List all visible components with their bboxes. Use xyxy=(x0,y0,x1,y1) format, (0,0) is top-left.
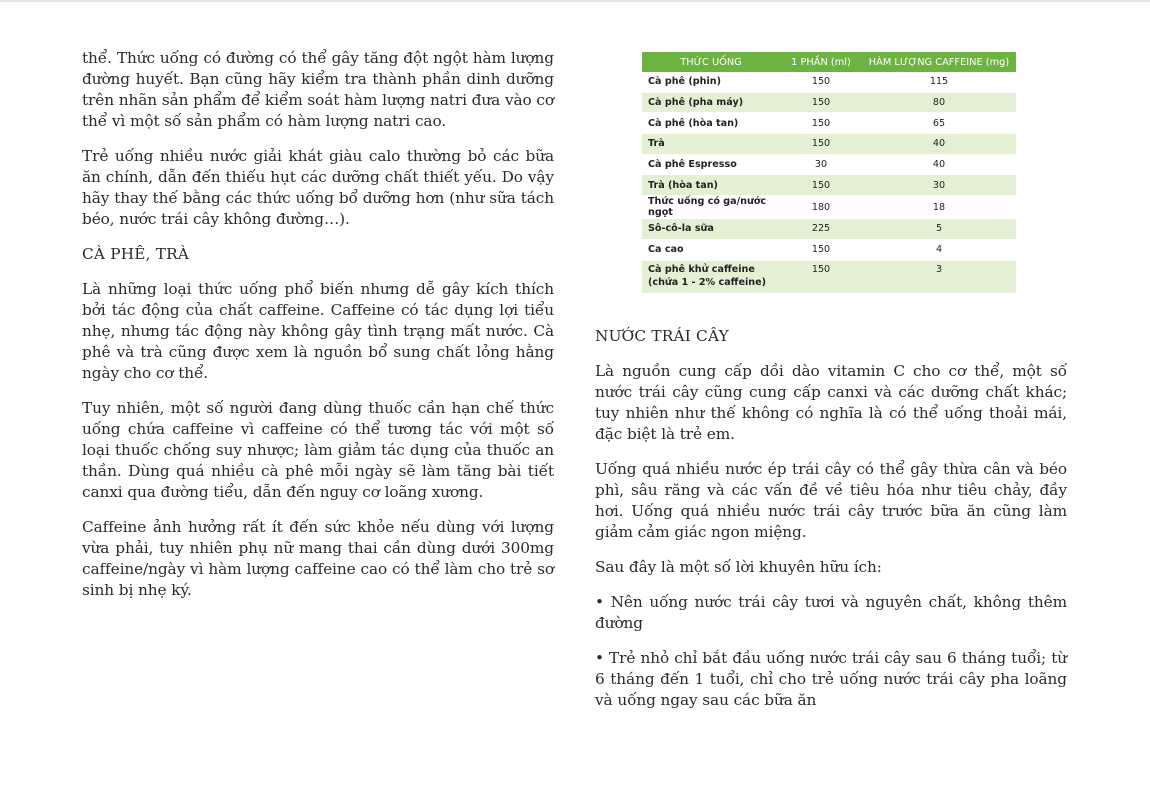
column-header-serving: 1 PHẦN (ml) xyxy=(780,52,862,72)
section-heading-coffee-tea: CÀ PHÊ, TRÀ xyxy=(82,245,190,263)
table-row xyxy=(642,92,1016,113)
paragraph: Là nguồn cung cấp dồi dào vitamin C cho cơ thể, một số nước trái cây cũng cung cấp canxi và các dưỡng chất khác; tuy nhiên như thế không có nghĩa là có thể uống thoải mái, đặc biệt là trẻ em. xyxy=(595,362,1067,443)
drink-cell: Cà phê (hòa tan) xyxy=(642,113,780,134)
table-row xyxy=(642,260,1016,293)
drink-cell: Trà xyxy=(642,134,780,155)
caffeine-cell: 3 xyxy=(862,260,1016,293)
caffeine-cell: 5 xyxy=(862,219,1016,240)
table-row xyxy=(642,134,1016,155)
table-header-row xyxy=(642,52,1016,72)
serving-cell: 150 xyxy=(780,175,862,196)
section-heading-fruit-juice: NƯỚC TRÁI CÂY xyxy=(595,327,729,345)
drink-cell: Sô-cô-la sữa xyxy=(642,219,780,240)
caffeine-cell: 40 xyxy=(862,154,1016,175)
table-row xyxy=(642,239,1016,260)
drink-name: Cà phê khử caffeine xyxy=(648,263,755,275)
drink-cell: Cà phê Espresso xyxy=(642,154,780,175)
caffeine-cell: 30 xyxy=(862,175,1016,196)
right-column xyxy=(595,326,1067,725)
caffeine-table xyxy=(642,52,1016,294)
drink-note: (chứa 1 - 2% caffeine) xyxy=(648,276,766,288)
paragraph: Uống quá nhiều nước ép trái cây có thể gây thừa cân và béo phì, sâu răng và các vấn đề về tiêu hóa như tiêu chảy, đầy hơi. Uống quá nhiều nước trái cây trước bữa ăn cũng làm giảm cảm giác ngon miệng. xyxy=(595,460,1067,541)
caffeine-cell: 18 xyxy=(862,196,1016,219)
column-header-drink: THỨC UỐNG xyxy=(642,52,780,72)
caffeine-cell: 4 xyxy=(862,239,1016,260)
table-row xyxy=(642,154,1016,175)
serving-cell: 150 xyxy=(780,260,862,293)
paragraph: Caffeine ảnh hưởng rất ít đến sức khỏe nếu dùng với lượng vừa phải, tuy nhiên phụ nữ mang thai cần dùng dưới 300mg caffeine/ngày vì hàm lượng caffeine cao có thể làm cho trẻ sơ sinh bị nhẹ ký. xyxy=(82,518,554,599)
serving-cell: 30 xyxy=(780,154,862,175)
table-row xyxy=(642,113,1016,134)
column-header-caffeine: HÀM LƯỢNG CAFFEINE (mg) xyxy=(862,52,1016,72)
caffeine-cell: 115 xyxy=(862,72,1016,92)
table-row xyxy=(642,219,1016,240)
caffeine-cell: 65 xyxy=(862,113,1016,134)
caffeine-table-container xyxy=(642,52,1016,294)
drink-cell: Trà (hòa tan) xyxy=(642,175,780,196)
caffeine-cell: 40 xyxy=(862,134,1016,155)
table-row xyxy=(642,72,1016,92)
serving-cell: 150 xyxy=(780,113,862,134)
left-column xyxy=(82,48,554,615)
serving-cell: 150 xyxy=(780,92,862,113)
bullet-item: • Nên uống nước trái cây tươi và nguyên chất, không thêm đường xyxy=(595,593,1067,632)
paragraph: Trẻ uống nhiều nước giải khát giàu calo thường bỏ các bữa ăn chính, dẫn đến thiếu hụt các dưỡng chất thiết yếu. Do vậy hãy thay thế bằng các thức uống bổ dưỡng hơn (như sữa tách béo, nước trái cây không đường…). xyxy=(82,147,554,228)
drink-cell: Thức uống có ga/nước ngọt xyxy=(642,196,780,219)
table-row xyxy=(642,196,1016,219)
paragraph: Sau đây là một số lời khuyên hữu ích: xyxy=(595,558,882,576)
paragraph: thể. Thức uống có đường có thể gây tăng đột ngột hàm lượng đường huyết. Bạn cũng hãy kiểm tra thành phần dinh dưỡng trên nhãn sản phẩm để kiểm soát hàm lượng natri đưa vào cơ thể vì một số sản phẩm có hàm lượng natri cao. xyxy=(82,49,554,130)
drink-cell: Ca cao xyxy=(642,239,780,260)
paragraph: Tuy nhiên, một số người đang dùng thuốc cần hạn chế thức uống chứa caffeine vì caffeine có thể tương tác với một số loại thuốc chống suy nhược; làm giảm tác dụng của thuốc an thần. Dùng quá nhiều cà phê mỗi ngày sẽ làm tăng bài tiết canxi qua đường tiểu, dẫn đến nguy cơ loãng xương. xyxy=(82,399,554,501)
paragraph: Là những loại thức uống phổ biến nhưng dễ gây kích thích bởi tác động của chất caffeine. Caffeine có tác dụng lợi tiểu nhẹ, nhưng tác động này không gây tình trạng mất nước. Cà phê và trà cũng được xem là nguồn bổ sung chất lỏng hằng ngày cho cơ thể. xyxy=(82,280,554,382)
serving-cell: 150 xyxy=(780,239,862,260)
serving-cell: 150 xyxy=(780,134,862,155)
drink-cell xyxy=(642,260,780,293)
bullet-item: • Trẻ nhỏ chỉ bắt đầu uống nước trái cây sau 6 tháng tuổi; từ 6 tháng đến 1 tuổi, chỉ cho trẻ uống nước trái cây pha loãng và uống ngay sau các bữa ăn xyxy=(595,649,1067,709)
serving-cell: 225 xyxy=(780,219,862,240)
caffeine-cell: 80 xyxy=(862,92,1016,113)
drink-cell: Cà phê (phin) xyxy=(642,72,780,92)
serving-cell: 180 xyxy=(780,196,862,219)
page-top-border xyxy=(0,0,1150,2)
table-row xyxy=(642,175,1016,196)
serving-cell: 150 xyxy=(780,72,862,92)
drink-cell: Cà phê (pha máy) xyxy=(642,92,780,113)
